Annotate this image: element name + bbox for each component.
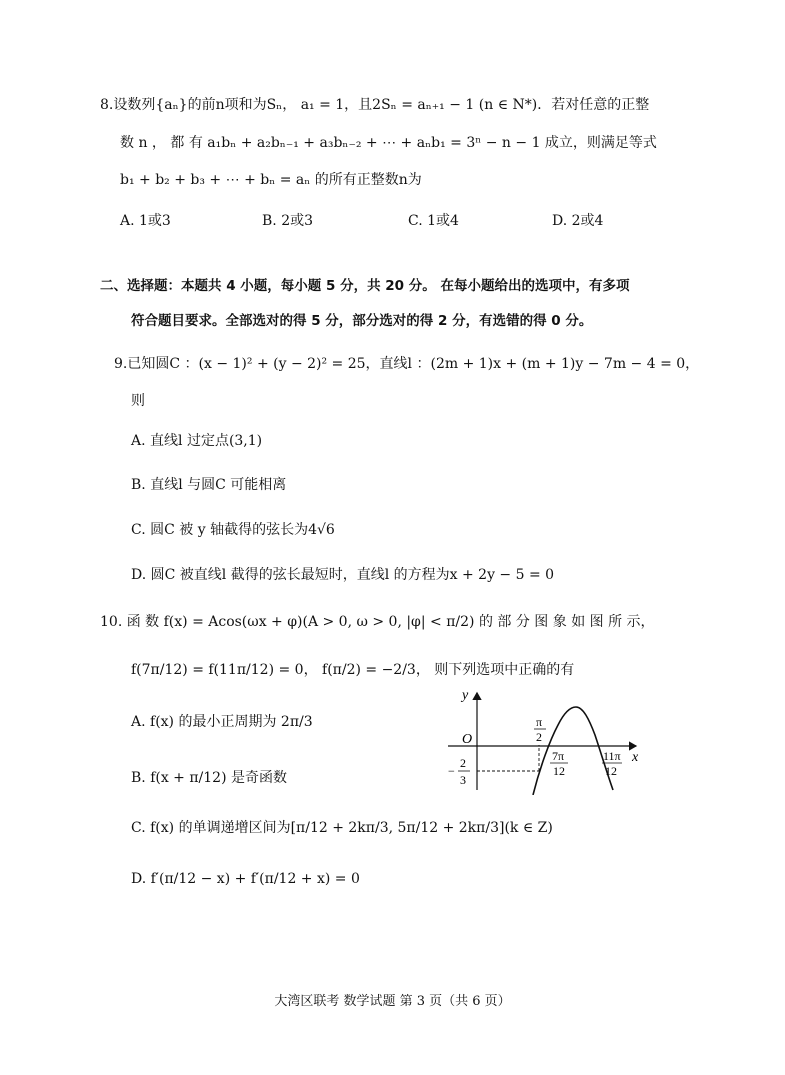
q10-option-c: C. f(x) 的单调递增区间为[π/12 + 2kπ/3, 5π/12 + 2kπ/3](k ∈ Z) — [131, 820, 553, 836]
tick-11pi-12-den: 12 — [605, 764, 617, 778]
section2-heading-line2: 符合题目要求。全部选对的得 5 分，部分选对的得 2 分，有选错的得 0 分。 — [131, 313, 593, 329]
graph-origin-label: O — [462, 732, 473, 747]
section2-heading-line1: 二、选择题：本题共 4 小题，每小题 5 分，共 20 分。 在每小题给出的选项中，有多项 — [100, 278, 630, 294]
graph-y-label: y — [462, 688, 469, 703]
q8-option-c: C. 1或4 — [408, 213, 459, 229]
page-footer: 大湾区联考 数学试题 第 3 页（共 6 页） — [274, 994, 511, 1009]
q10-option-a: A. f(x) 的最小正周期为 2π/3 — [131, 714, 313, 730]
cosine-curve — [533, 707, 613, 795]
q10-line2: f(7π/12) = f(11π/12) = 0， f(π/2) = −2/3， 则下列选项中正确的有 — [131, 662, 575, 678]
q9-option-b: B. 直线l 与圆C 可能相离 — [131, 477, 287, 493]
q9-line1: 9.已知圆C ：(x − 1)² + (y − 2)² = 25，直线l ：(2m + 1)x + (m + 1)y − 7m − 4 = 0， — [114, 356, 700, 372]
q10-option-d: D. f′(π/12 − x) + f′(π/12 + x) = 0 — [131, 871, 360, 887]
tick-11pi-12-num: 11π — [603, 749, 621, 763]
tick-neg-sign: − — [448, 764, 455, 778]
q9-option-d: D. 圆C 被直线l 截得的弦长最短时，直线l 的方程为x + 2y − 5 = 0 — [131, 567, 555, 583]
tick-7pi-12-num: 7π — [552, 749, 565, 763]
tick-neg-2-3-num: 2 — [460, 756, 466, 770]
q8-option-b: B. 2或3 — [262, 213, 314, 229]
graph-x-label: x — [632, 750, 639, 765]
q8-option-a: A. 1或3 — [120, 213, 171, 229]
q8-line1: 8.设数列{aₙ}的前n项和为Sₙ， a₁ = 1，且2Sₙ = aₙ₊₁ − 1 (n ∈ N*)．若对任意的正整 — [100, 97, 650, 113]
tick-pi-over-2-den: 2 — [536, 730, 542, 744]
tick-pi-over-2-num: π — [536, 715, 543, 729]
q10-line1: 10. 函 数 f(x) = Acos(ωx + φ)(A > 0, ω > 0, |φ| < π/2) 的 部 分 图 象 如 图 所 示， — [100, 614, 655, 630]
q9-line2: 则 — [131, 393, 145, 409]
q8-line3: b₁ + b₂ + b₃ + ⋯ + bₙ = aₙ 的所有正整数n为 — [120, 172, 422, 188]
q8-line2: 数 n ， 都 有 a₁bₙ + a₂bₙ₋₁ + a₃bₙ₋₂ + ⋯ + aₙb₁ = 3ⁿ − n − 1 成立，则满足等式 — [120, 135, 657, 151]
q10-option-b: B. f(x + π/12) 是奇函数 — [131, 770, 288, 786]
tick-neg-2-3-den: 3 — [460, 773, 466, 787]
q9-option-c: C. 圆C 被 y 轴截得的弦长为4√6 — [131, 522, 335, 538]
function-graph — [440, 685, 650, 795]
q9-option-a: A. 直线l 过定点(3,1) — [131, 433, 263, 449]
tick-7pi-12-den: 12 — [553, 764, 565, 778]
q8-option-d: D. 2或4 — [552, 213, 604, 229]
